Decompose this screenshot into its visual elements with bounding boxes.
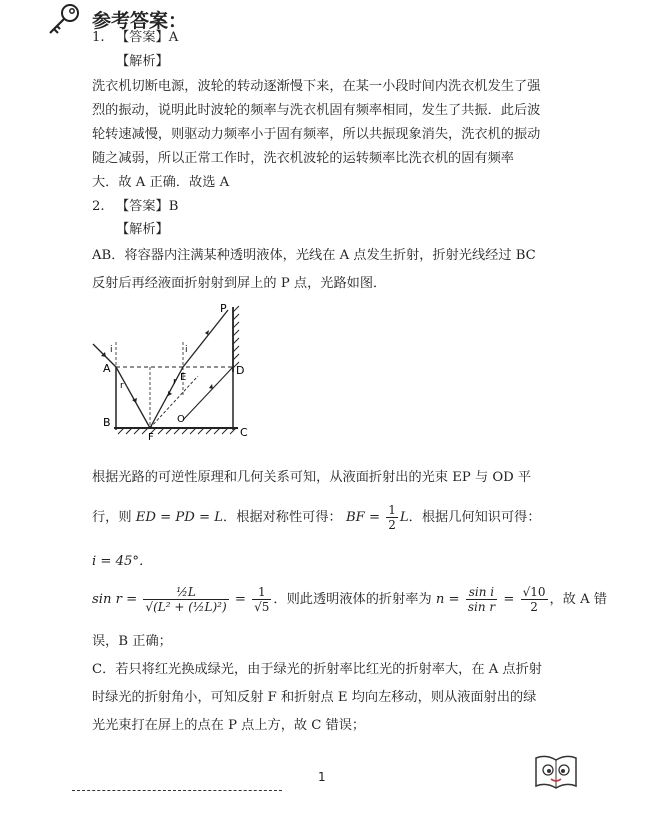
optics-diagram: [88, 302, 263, 451]
label-r1: r: [120, 381, 124, 391]
label-P: P: [220, 302, 227, 315]
label-F: F: [148, 432, 154, 443]
q2-para5: 误，B 正确；: [92, 634, 172, 649]
q2-c-line1: C．若只将红光换成绿光，由于绿光的折射率比红光的折射率大，在 A 点折射: [92, 662, 542, 677]
q1-line-1: 洗衣机切断电源，波轮的转动逐渐慢下来，在某一小段时间内洗衣机发生了强: [92, 79, 541, 94]
label-O: O: [177, 414, 185, 425]
label-C: C: [240, 426, 248, 439]
ray-OD: [183, 367, 233, 420]
frac-half: $\frac{1}{2}$: [388, 503, 396, 532]
label-A: A: [103, 362, 111, 375]
footer-dashed-line: [72, 790, 282, 791]
key-icon: [46, 2, 84, 40]
ray-EP: [183, 310, 228, 367]
q2-para2-line2: 行，则 ED = PD = L．根据对称性可得： BF = $\frac{1}{2}$ L．根据几何知识可得：: [92, 503, 541, 532]
q2-answer: 【答案】B: [116, 199, 179, 214]
label-E: E: [180, 372, 187, 383]
q1-line-4: 随之减弱，所以正常工作时，洗衣机波轮的运转频率比洗衣机的固有频率: [92, 151, 514, 166]
q2-sin-line: sin r = $\frac{\text{½L}}{\text{√(L² + (½L)²)}}$ = $\frac{1}{√5}$ ．则此透明液体的折射率为 n = $\frac{\text{sin i}}{\text{sin r}}$ = $\frac{√10}{2}$ ，故 A 错: [92, 585, 607, 614]
q2-para2-line1: 根据光路的可逆性原理和几何关系可知，从液面折射出的光束 EP 与 OD 平: [92, 470, 532, 485]
page-title: 参考答案：: [92, 10, 188, 32]
q1-answer: 【答案】A: [116, 30, 179, 45]
label-B: B: [103, 416, 111, 429]
q1-analysis-label: 【解析】: [116, 54, 169, 69]
q2-para1-line1: AB．将容器内注满某种透明液体，光线在 A 点发生折射，折射光线经过 BC: [92, 248, 536, 263]
page-number: 1: [318, 770, 326, 784]
q1-line-2: 烈的振动，说明此时波轮的频率与洗衣机固有频率相同，发生了共振．此后波: [92, 103, 541, 118]
label-i2: i: [185, 345, 188, 355]
q2-number: 2.: [92, 199, 105, 214]
ray-refracted-AF: [116, 367, 150, 428]
label-D: D: [236, 364, 245, 377]
eq-i-45: i = 45°．: [92, 554, 153, 569]
q1-number: 1.: [92, 30, 105, 45]
q2-c-line3: 光光束打在屏上的点在 P 点上方，故 C 错误；: [92, 718, 366, 733]
q2-para1-line2: 反射后再经液面折射射到屏上的 P 点，光路如图．: [92, 276, 387, 291]
book-mascot-icon: [532, 752, 580, 798]
q1-line-3: 轮转速减慢，则驱动力频率小于固有频率，所以共振现象消失，洗衣机的振动: [92, 127, 541, 142]
label-i1: i: [110, 345, 113, 355]
q2-analysis-label: 【解析】: [116, 222, 169, 237]
eq-ED-PD-L: ED = PD = L: [135, 510, 224, 525]
label-r2: r: [173, 377, 177, 387]
q1-line-5: 大．故 A 正确．故选 A: [92, 175, 230, 190]
q2-c-line2: 时绿光的折射角小，可知反射 F 和折射点 E 均向左移动，则从液面射出的绿: [92, 690, 537, 705]
